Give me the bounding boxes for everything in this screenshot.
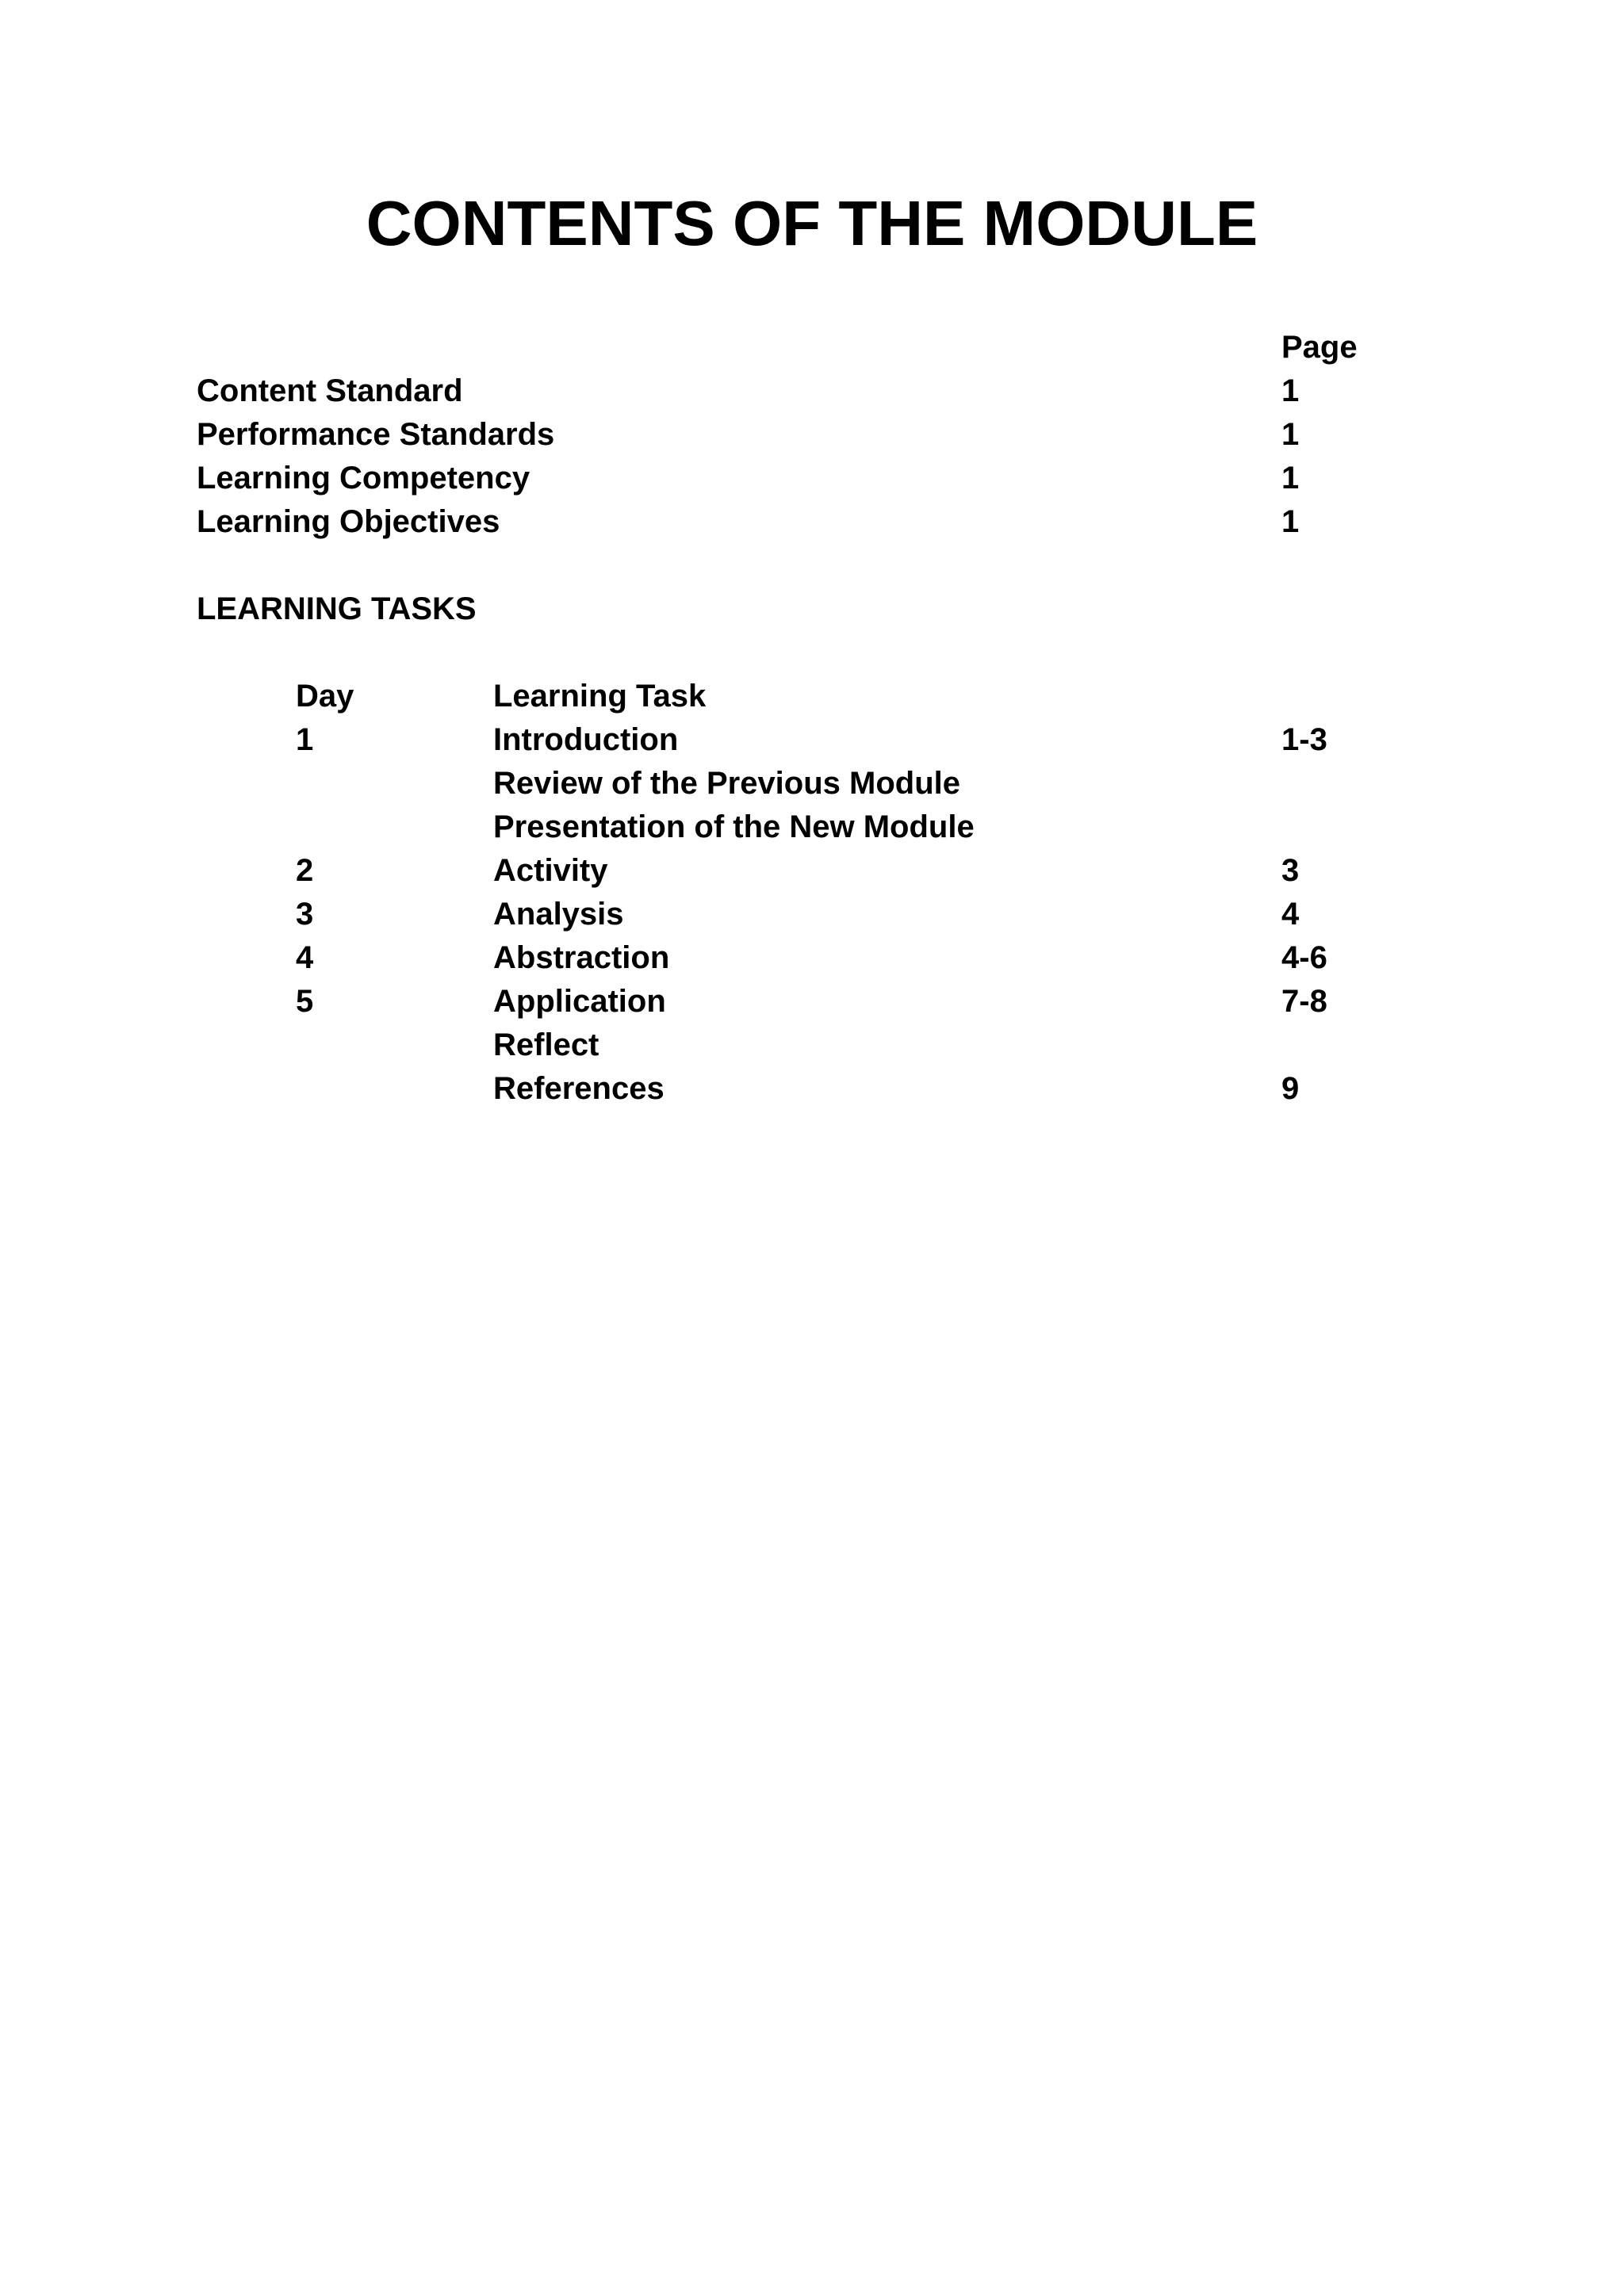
task-page: 9 [1281,1071,1300,1106]
task-day: 3 [296,897,314,932]
toc-item-label: Learning Competency [197,461,530,496]
task-name: Review of the Previous Module [493,766,961,801]
toc-row [0,375,1624,419]
learning-tasks-header-row [0,680,1624,724]
task-name: Application [493,984,666,1019]
task-name: Analysis [493,897,624,932]
toc-item-label: Content Standard [197,373,463,408]
task-row [0,898,1624,942]
page-column-header: Page [1281,330,1358,365]
task-row [0,985,1624,1029]
toc-item-page: 1 [1281,504,1300,539]
task-page: 1-3 [1281,722,1327,757]
task-row [0,1073,1624,1116]
task-day: 1 [296,722,314,757]
task-name: Abstraction [493,940,670,975]
task-row [0,855,1624,898]
task-page: 7-8 [1281,984,1327,1019]
task-day: 4 [296,940,314,975]
toc-row [0,462,1624,506]
toc-item-page: 1 [1281,373,1300,408]
task-day: 5 [296,984,314,1019]
toc-item-page: 1 [1281,417,1300,452]
task-page: 4-6 [1281,940,1327,975]
task-row [0,1029,1624,1073]
task-name: Reflect [493,1027,599,1062]
task-name: References [493,1071,665,1106]
task-page: 4 [1281,897,1300,932]
toc-item-label: Performance Standards [197,417,555,452]
toc-row [0,506,1624,549]
learning-tasks-heading-row [0,593,1624,637]
task-name: Presentation of the New Module [493,809,975,844]
page-column-header-row [0,331,1624,375]
task-day: 2 [296,853,314,888]
task-column-header: Learning Task [493,679,707,714]
toc-row [0,419,1624,462]
task-name: Activity [493,853,608,888]
toc-item-page: 1 [1281,461,1300,496]
page-title: CONTENTS OF THE MODULE [366,188,1258,258]
task-row [0,724,1624,767]
task-row [0,767,1624,811]
task-page: 3 [1281,853,1300,888]
task-row [0,811,1624,855]
learning-tasks-heading: LEARNING TASKS [197,591,477,626]
day-column-header: Day [296,679,354,714]
task-name: Introduction [493,722,679,757]
task-row [0,942,1624,985]
toc-item-label: Learning Objectives [197,504,500,539]
